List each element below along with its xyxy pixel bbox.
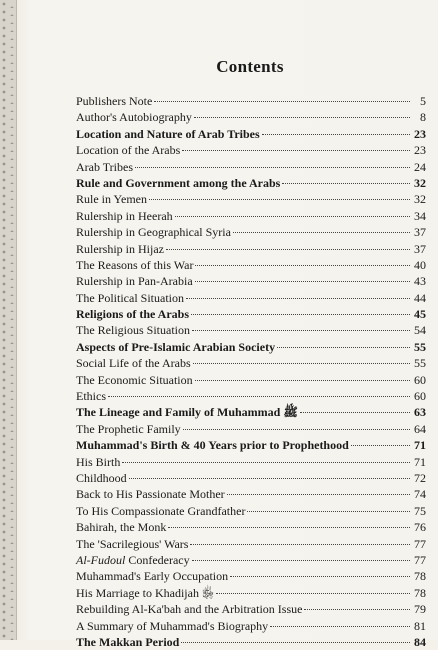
toc-entry-page: 5 [420, 94, 426, 108]
toc-entry [76, 159, 426, 175]
toc-entry [76, 454, 426, 470]
toc-entry-title: Ethics [76, 389, 106, 404]
dot-leader [191, 313, 410, 315]
toc-entry [76, 552, 426, 568]
toc-entry-title: Muhammad's Birth & 40 Years prior to Prophethood [76, 438, 349, 453]
dot-leader [262, 133, 410, 135]
page-title: Contents [216, 57, 284, 76]
dot-leader [351, 444, 410, 446]
dot-leader [195, 379, 410, 381]
dot-leader [216, 592, 410, 594]
toc-entry [76, 486, 426, 502]
dot-leader [129, 477, 410, 479]
toc-entry [76, 601, 426, 617]
toc-entry [76, 503, 426, 519]
toc-entry [76, 437, 426, 453]
dot-leader [230, 575, 410, 577]
dot-leader [282, 182, 410, 184]
toc-entry-title: The Economic Situation [76, 372, 193, 387]
toc-entry-page: 79 [414, 602, 426, 617]
toc-entry-title: Arab Tribes [76, 159, 134, 174]
toc-entry-page: 37 [414, 241, 426, 256]
toc-entry-title: Rulership in Pan-Arabia [76, 274, 193, 289]
toc-entry [76, 257, 426, 273]
toc-entry-page: 78 [414, 585, 426, 600]
toc-entry-page: 44 [414, 290, 426, 305]
toc-entry-page: 74 [414, 487, 426, 502]
toc-entry [76, 290, 426, 306]
dot-leader [154, 100, 410, 102]
toc-entry [76, 273, 426, 289]
toc-entry [76, 519, 426, 535]
toc-entry-page: 77 [414, 552, 426, 567]
toc-entry-title: The Political Situation [76, 290, 184, 305]
toc-entry [76, 322, 426, 338]
toc-entry-title: Location and Nature of Arab Tribes [76, 126, 260, 141]
toc-entry [76, 191, 426, 207]
dot-leader [108, 395, 410, 397]
dot-leader [168, 526, 410, 528]
toc-entry [76, 224, 426, 240]
toc-entry-title: Rulership in Hijaz [76, 241, 164, 256]
dot-leader [149, 198, 410, 200]
toc-entry [76, 404, 426, 420]
toc-entry [76, 421, 426, 437]
dot-leader [122, 461, 410, 463]
toc-entry-title: His Birth [76, 454, 121, 469]
toc-entry [76, 93, 426, 109]
toc-entry-title: The Prophetic Family [76, 421, 181, 436]
toc-entry-page: 63 [414, 405, 426, 420]
toc-entry-title: The Religious Situation [76, 323, 190, 338]
toc-entry-title: Muhammad's Early Occupation [76, 569, 229, 584]
toc-entry-page: 34 [414, 208, 426, 223]
toc-entry-page: 78 [414, 569, 426, 584]
dot-leader [135, 166, 410, 168]
dot-leader [192, 559, 410, 561]
toc-entry [76, 339, 426, 355]
toc-entry-page: 24 [414, 159, 426, 174]
dot-leader [192, 329, 410, 331]
dot-leader [175, 215, 410, 217]
dot-leader [182, 149, 410, 151]
toc-entry-title: Author's Autobiography [76, 110, 192, 125]
toc-entry-page: 75 [414, 503, 426, 518]
toc-entry-title: Location of the Arabs [76, 143, 181, 158]
toc-entry-page: 77 [414, 536, 426, 551]
toc-entry [76, 388, 426, 404]
toc-entry-page: 76 [414, 520, 426, 535]
toc-entry-title: A Summary of Muhammad's Biography [76, 618, 269, 633]
toc-entry-page: 8 [420, 110, 426, 125]
toc-entry [76, 126, 426, 142]
toc-entry [76, 306, 426, 322]
toc-entry [76, 241, 426, 257]
dot-leader [193, 362, 410, 364]
toc-entry [76, 109, 426, 125]
toc-entry-page: 64 [414, 421, 426, 436]
toc-entry-title: Rule and Government among the Arabs [76, 175, 281, 190]
toc-entry-title: The 'Sacrilegious' Wars [76, 536, 189, 551]
toc-entry-title: To His Compassionate Grandfather [76, 503, 246, 518]
dot-leader [233, 231, 410, 233]
dot-leader [277, 346, 410, 348]
toc-entry-title: Back to His Passionate Mother [76, 487, 225, 502]
toc-entry-page: 60 [414, 389, 426, 404]
toc-entry-title: Social Life of the Arabs [76, 356, 191, 371]
toc-entry-title: Bahirah, the Monk [76, 520, 167, 535]
toc-entry [76, 585, 426, 601]
toc-entry [76, 175, 426, 191]
toc-entry-page: 32 [414, 175, 426, 190]
toc-entry-title: Aspects of Pre-Islamic Arabian Society [76, 339, 276, 354]
dot-leader [270, 625, 410, 627]
toc-entry-title: Rule in Yemen [76, 192, 148, 207]
toc-entry [76, 142, 426, 158]
dot-leader [166, 248, 410, 250]
toc-entry-title: Childhood [76, 470, 127, 485]
dot-leader [195, 280, 410, 282]
toc-entry [76, 568, 426, 584]
toc-entry-page: 23 [414, 143, 426, 158]
toc-entry [76, 355, 426, 371]
dot-leader [300, 411, 410, 413]
toc-entry [76, 634, 426, 650]
toc-entry-page: 40 [414, 257, 426, 272]
toc-entry-title: Rulership in Geographical Syria [76, 225, 231, 240]
toc-entry-page: 43 [414, 274, 426, 289]
dot-leader [247, 510, 410, 512]
dot-leader [183, 428, 410, 430]
dot-leader [181, 641, 410, 643]
toc-entry-title: The Makkan Period [76, 634, 180, 649]
toc-entry-page: 23 [414, 126, 426, 141]
toc-entry [76, 618, 426, 634]
toc-entry-title: Rulership in Heerah [76, 208, 173, 223]
dot-leader [304, 608, 410, 610]
toc-entry-page: 72 [414, 470, 426, 485]
toc-entry-title: Rebuilding Al-Ka'bah and the Arbitration Issue [76, 602, 303, 617]
toc-entry-page: 84 [414, 634, 426, 649]
toc-entry [76, 536, 426, 552]
toc-entry [76, 372, 426, 388]
dot-leader [190, 543, 410, 545]
decorative-border [0, 0, 17, 640]
dot-leader [194, 116, 410, 118]
toc-entry-title: The Lineage and Family of Muhammad ﷺ [76, 405, 298, 420]
toc-entry-title: His Marriage to Khadijah ﵂ [76, 585, 215, 600]
toc-entry-page: 55 [414, 356, 426, 371]
toc-entry-page: 45 [414, 307, 426, 322]
toc-entry-title: The Reasons of this War [76, 257, 194, 272]
table-of-contents [76, 93, 426, 650]
dot-leader [186, 297, 410, 299]
toc-entry [76, 208, 426, 224]
dot-leader [227, 493, 410, 495]
dot-leader [195, 264, 410, 266]
toc-entry-page: 37 [414, 225, 426, 240]
toc-entry-page: 55 [414, 339, 426, 354]
toc-entry-page: 60 [414, 372, 426, 387]
toc-entry-page: 32 [414, 192, 426, 207]
toc-entry-title: Religions of the Arabs [76, 307, 190, 322]
toc-entry-page: 81 [414, 618, 426, 633]
toc-entry-title: Publishers Note [76, 94, 153, 108]
toc-entry [76, 470, 426, 486]
toc-entry-page: 71 [414, 454, 426, 469]
toc-entry-page: 54 [414, 323, 426, 338]
toc-entry-page: 71 [414, 438, 426, 453]
toc-entry-title: Al-Fudoul Confederacy [76, 552, 190, 567]
